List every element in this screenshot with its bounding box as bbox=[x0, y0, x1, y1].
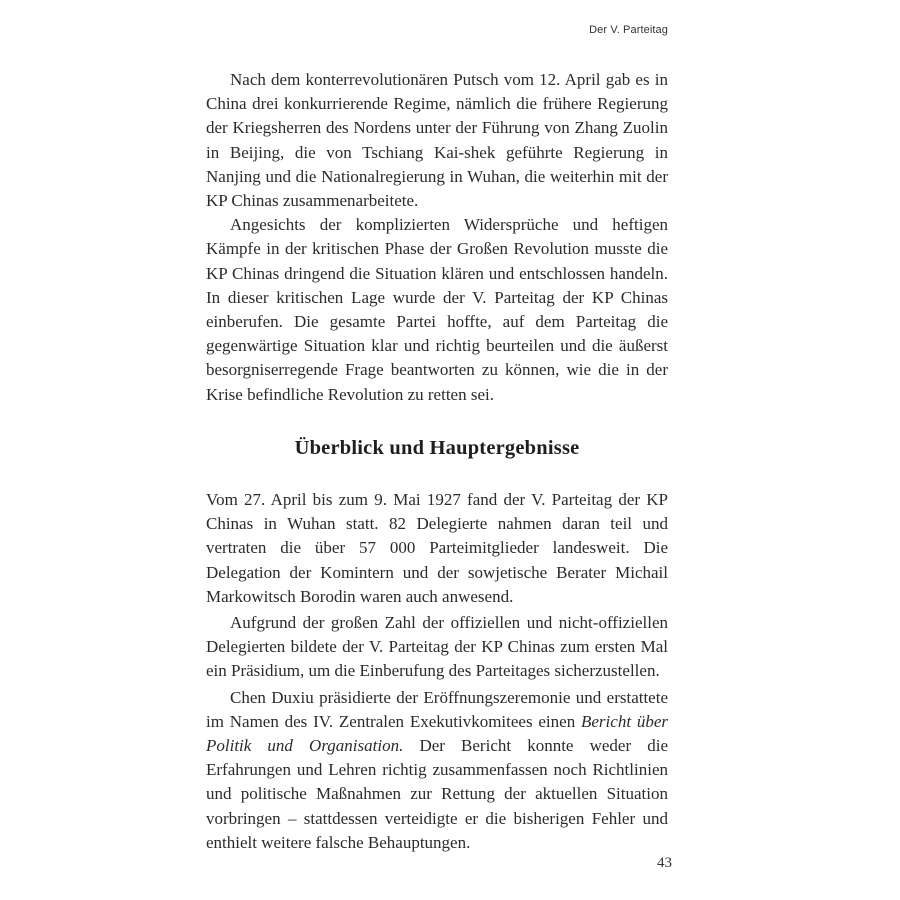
section-paragraph-2: Aufgrund der großen Zahl der offiziellen und nicht-offiziellen Delegierten bildete der V. Parteitag der KP Chinas zum ersten Mal ein Präsidium, um die Einberufung des Parteitages sicherzustellen. bbox=[206, 613, 668, 681]
section-paragraph-3-rest: Der Bericht konnte weder die Erfahrungen und Lehren richtig zusammenfassen noch Richtlinien und politische Maßnahmen zur Rettung der aktuellen Situation vorbringen – stattdessen verteidigte er die bisherigen Fehler und enthielt weitere falsche Behauptungen. bbox=[206, 736, 668, 852]
report-title: Bericht über Politik und Organisation. bbox=[206, 711, 668, 756]
section-paragraph-3 bbox=[206, 686, 668, 855]
section-paragraph-1: Vom 27. April bis zum 9. Mai 1927 fand der V. Parteitag der KP Chinas in Wuhan statt. 82 Delegierte nahmen daran teil und vertraten die über 57 000 Parteimitglieder landesweit. Die Delegation der Komintern und der sowjetische Berater Michail Markowitsch Borodin waren auch anwesend. bbox=[206, 490, 668, 606]
intro-text bbox=[206, 68, 668, 407]
section-paragraph-3-lead: Chen Duxiu präsidierte der Eröffnungszeremonie und erstattete im Namen des IV. Zentralen Exekutivkomitees einen bbox=[206, 687, 668, 731]
page-number: 43 bbox=[657, 855, 672, 871]
running-head: Der V. Parteitag bbox=[589, 24, 668, 36]
intro-paragraph-2: Angesichts der komplizierten Widersprüche und heftigen Kämpfe in der kritischen Phase der Großen Revolution musste die KP Chinas dringend die Situation klären und entschlossen handeln. In dieser kritischen Lage wurde der V. Parteitag der KP Chinas einberufen. Die gesamte Partei hoffte, auf dem Parteitag die gegenwärtige Situation klar und richtig beurteilen und die äußerst besorgniserregende Frage beantworten zu können, wie die in der Krise befindliche Revolution zu retten sei. bbox=[206, 215, 668, 404]
intro-paragraph-1: Nach dem konterrevolutionären Putsch vom 12. April gab es in China drei konkurrierende Regime, nämlich die frühere Regierung der Kriegsherren des Nordens unter der Führung von Zhang Zuolin in Beijing, die von Tschiang Kai-shek geführte Regierung in Nanjing und die Nationalregierung in Wuhan, die weiterhin mit der KP Chinas zusammenarbeitete. bbox=[206, 70, 668, 211]
section-text bbox=[206, 488, 668, 855]
section-heading: Überblick und Hauptergebnisse bbox=[294, 437, 580, 459]
